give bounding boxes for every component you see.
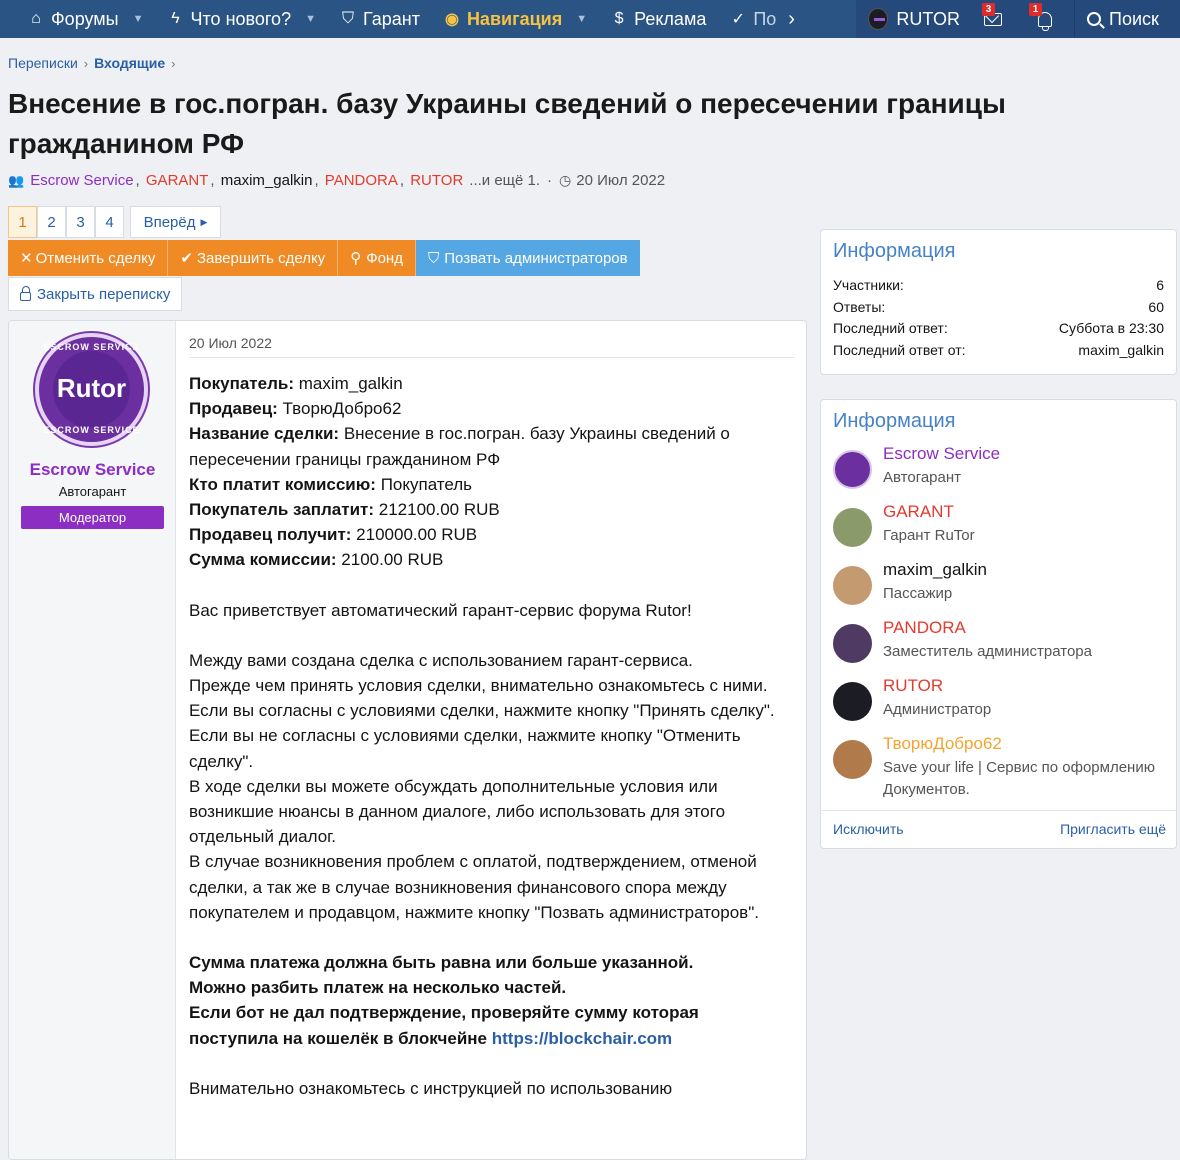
cancel-deal-label: Отменить сделку bbox=[35, 249, 156, 267]
fund-button[interactable] bbox=[338, 240, 416, 276]
deal-field: Покупатель: maxim_galkin bbox=[189, 374, 403, 393]
participant-link[interactable]: PANDORA bbox=[324, 172, 398, 189]
nav-forums-label: Форумы bbox=[51, 8, 119, 29]
participant-item bbox=[821, 560, 1176, 624]
page-2-link[interactable]: 2 bbox=[37, 206, 66, 238]
participant-avatar[interactable] bbox=[833, 508, 872, 547]
nav-navigation-label: Навигация bbox=[466, 8, 563, 29]
participant-name[interactable]: Escrow Service bbox=[883, 444, 1001, 463]
page-title: Внесение в гос.погран. базу Украины сведений о пересечении границы гражданином РФ bbox=[8, 88, 1006, 159]
invite-more-link[interactable]: Пригласить ещё bbox=[1060, 821, 1166, 837]
next-page-label: Вперёд bbox=[143, 213, 196, 231]
participants-footer bbox=[833, 821, 1166, 837]
nav-whats-new[interactable] bbox=[154, 0, 326, 38]
users-icon: 👥 bbox=[8, 172, 25, 188]
info-row: Последний ответ: Суббота в 23:30 bbox=[833, 320, 1164, 336]
deal-actions bbox=[8, 240, 640, 276]
author-title: Автогарант bbox=[58, 484, 127, 499]
participant-link[interactable]: RUTOR bbox=[410, 172, 464, 189]
clock-icon: ◷ bbox=[559, 172, 572, 188]
participant-role: Пассажир bbox=[883, 585, 953, 602]
conversation-date: 20 Июл 2022 bbox=[576, 172, 666, 189]
chevron-right-icon: › bbox=[171, 55, 176, 71]
nav-ads-label: Реклама bbox=[634, 8, 707, 29]
participant-avatar[interactable] bbox=[833, 566, 872, 605]
participant-name[interactable]: RUTOR bbox=[883, 676, 944, 695]
participant-item bbox=[821, 444, 1176, 508]
chevron-down-icon[interactable]: ▼ bbox=[576, 13, 588, 25]
home-icon: ⌂ bbox=[31, 10, 41, 27]
participant-link[interactable]: maxim_galkin bbox=[220, 172, 313, 189]
account-menu[interactable] bbox=[856, 0, 970, 38]
nav-garant-label: Гарант bbox=[362, 8, 420, 29]
close-conversation-button[interactable] bbox=[8, 277, 182, 311]
search-icon bbox=[1087, 12, 1101, 26]
deal-field: Покупатель заплатит: 212100.00 RUB bbox=[189, 500, 500, 520]
deal-field: Название сделки: Внесение в гос.погран. базу Украины сведений о пересечении границы гражданином РФ bbox=[189, 424, 730, 469]
exclude-link[interactable]: Исключить bbox=[833, 821, 904, 837]
participant-avatar[interactable] bbox=[833, 450, 872, 489]
page-1-link[interactable]: 1 bbox=[8, 206, 37, 238]
more-participants[interactable]: ...и ещё 1. bbox=[469, 172, 541, 189]
deal-field: Кто платит комиссию: Покупатель bbox=[189, 474, 473, 494]
lock-icon bbox=[20, 292, 31, 301]
close-conversation-label: Закрыть переписку bbox=[37, 285, 171, 303]
participants-block bbox=[820, 399, 1177, 849]
complete-deal-button[interactable] bbox=[168, 240, 338, 276]
participant-avatar[interactable] bbox=[833, 740, 872, 779]
info-row: Последний ответ от: maxim_galkin bbox=[833, 341, 1164, 358]
double-check-icon: ✔ bbox=[180, 250, 193, 267]
participant-role: Гарант RuTor bbox=[883, 527, 975, 544]
instructions: Между вами создана сделка с использованием гарант-сервиса. Прежде чем принять условия сделки, внимательно ознакомьтесь с ними. Если вы согласны с условиями сделки, нажмите кнопку "Принять сделку". Если вы не согласны с условиями сделки, нажмите кнопку "Отменить сделку". В ходе сделки вы можете обсуждать дополнительные условия или возникшие нюансы в данном диалоге, либо использовать для этого отдельный диалог. В случае возникновения проблем с оплатой, подтверждением, отменой сделки, а так же в случае возникновения финансового спора между покупателем и продавцом, нажмите кнопку "Позвать администраторов". bbox=[189, 650, 775, 922]
nav-ads[interactable] bbox=[597, 0, 716, 38]
cancel-deal-button[interactable] bbox=[8, 240, 168, 276]
chevron-down-icon[interactable]: ▼ bbox=[305, 13, 316, 25]
payment-notice: Сумма платежа должна быть равна или больше указанной. Можно разбить платеж на несколько частей. Если бот не дал подтверждение, проверяйте сумму которая поступила на кошелёк в блокчейне https://blockchair.com bbox=[189, 953, 699, 1048]
moderator-banner: Модератор bbox=[21, 506, 164, 529]
chevron-right-icon: › bbox=[83, 55, 89, 71]
breadcrumb-conversations[interactable]: Переписки bbox=[8, 55, 78, 71]
dollar-circle-icon: $ bbox=[614, 10, 624, 27]
nav-more-label: По bbox=[753, 8, 777, 29]
tag-icon: ⚲ bbox=[350, 250, 362, 267]
participant-item bbox=[821, 676, 1176, 740]
user-navigation bbox=[856, 0, 1180, 38]
call-admins-button[interactable] bbox=[416, 240, 640, 276]
navigation-icon: ◉ bbox=[444, 11, 459, 28]
call-admins-label: Позвать администраторов bbox=[444, 249, 628, 267]
breadcrumb bbox=[8, 55, 175, 71]
participant-link[interactable]: GARANT bbox=[145, 172, 209, 189]
deal-field: Сумма комиссии: 2100.00 RUB bbox=[189, 550, 444, 570]
info-block-title: Информация bbox=[833, 240, 956, 262]
blockchair-link[interactable]: https://blockchair.com bbox=[491, 1028, 673, 1048]
nav-more[interactable] bbox=[716, 0, 799, 38]
participant-name[interactable]: GARANT bbox=[883, 502, 954, 521]
chevron-down-icon[interactable]: ▼ bbox=[132, 13, 144, 25]
participant-avatar[interactable] bbox=[833, 682, 872, 721]
shield-icon: ⛉ bbox=[427, 249, 440, 267]
info-row: Участники: 6 bbox=[833, 277, 1164, 293]
inbox-button[interactable] bbox=[970, 0, 1018, 38]
account-name: RUTOR bbox=[896, 8, 960, 29]
participant-name[interactable]: ТворюДобро62 bbox=[883, 734, 1002, 753]
nav-whats-new-label: Что нового? bbox=[190, 8, 292, 29]
divider bbox=[821, 810, 1176, 811]
divider bbox=[189, 357, 795, 358]
check-circle-icon: ✓ bbox=[731, 11, 746, 28]
participant-role: Администратор bbox=[883, 701, 992, 718]
nav-navigation[interactable] bbox=[430, 0, 597, 38]
chevron-right-icon[interactable]: › bbox=[788, 7, 795, 30]
caret-right-icon: ▶ bbox=[200, 216, 208, 227]
user-avatar bbox=[868, 8, 888, 30]
alerts-count-badge: 1 bbox=[1029, 3, 1042, 16]
message-post bbox=[8, 320, 807, 1160]
shield-check-icon: ⛉ bbox=[341, 10, 354, 27]
conversation-meta: 👥 Escrow Service , GARANT , maxim_galkin , PANDORA , RUTOR ...и ещё 1. · ◷ 20 Июл 2022 bbox=[8, 172, 666, 189]
greeting-text: Вас приветствует автоматический гарант-сервис форума Rutor! bbox=[189, 600, 692, 620]
deal-field: Продавец получит: 210000.00 RUB bbox=[189, 525, 478, 545]
close-icon: ✕ bbox=[20, 250, 33, 267]
deal-field: Продавец: ТворюДобро62 bbox=[189, 399, 402, 419]
participant-avatar[interactable] bbox=[833, 624, 872, 663]
participant-item bbox=[821, 618, 1176, 682]
participant-role: Автогарант bbox=[883, 469, 962, 486]
bolt-icon: ϟ bbox=[171, 10, 180, 27]
search-label: Поиск bbox=[1109, 8, 1159, 29]
participant-item bbox=[821, 734, 1176, 798]
fund-label: Фонд bbox=[366, 249, 403, 267]
message-user-panel bbox=[9, 321, 176, 1160]
author-name[interactable]: Escrow Service bbox=[29, 460, 156, 479]
message-date[interactable]: 20 Июл 2022 bbox=[189, 335, 272, 351]
inbox-count-badge: 3 bbox=[982, 3, 995, 16]
instructions-tail: Внимательно ознакомьтесь с инструкцией по использованию bbox=[189, 1078, 673, 1098]
participant-link[interactable]: Escrow Service bbox=[30, 172, 134, 189]
logo-text: Rutor bbox=[56, 373, 127, 403]
search-button[interactable] bbox=[1074, 0, 1169, 38]
logo-arc-text: ESCROW SERVICE bbox=[43, 342, 140, 352]
nav-forums[interactable] bbox=[0, 0, 154, 38]
participants-block-title: Информация bbox=[833, 410, 956, 432]
info-row: Ответы: 60 bbox=[833, 298, 1164, 315]
deal-fields bbox=[189, 371, 789, 573]
participant-item bbox=[821, 502, 1176, 566]
participant-name[interactable]: maxim_galkin bbox=[883, 560, 987, 579]
page-4-link[interactable]: 4 bbox=[95, 206, 124, 238]
page-3-link[interactable]: 3 bbox=[66, 206, 95, 238]
logo-arc-text: ESCROW SERVICE bbox=[43, 425, 140, 435]
pagination bbox=[8, 206, 221, 238]
participant-role: Save your life | Сервис по оформлению Документов. bbox=[883, 759, 1155, 798]
nav-garant[interactable] bbox=[326, 0, 430, 38]
alerts-button[interactable] bbox=[1018, 0, 1074, 38]
message-text bbox=[189, 371, 789, 1101]
breadcrumb-inbox[interactable]: Входящие bbox=[94, 55, 166, 71]
next-page-button[interactable] bbox=[130, 206, 221, 238]
participant-name[interactable]: PANDORA bbox=[883, 618, 966, 637]
info-block bbox=[820, 229, 1177, 375]
author-avatar[interactable] bbox=[35, 333, 148, 446]
participant-role: Заместитель администратора bbox=[883, 643, 1092, 660]
complete-deal-label: Завершить сделку bbox=[196, 249, 326, 267]
